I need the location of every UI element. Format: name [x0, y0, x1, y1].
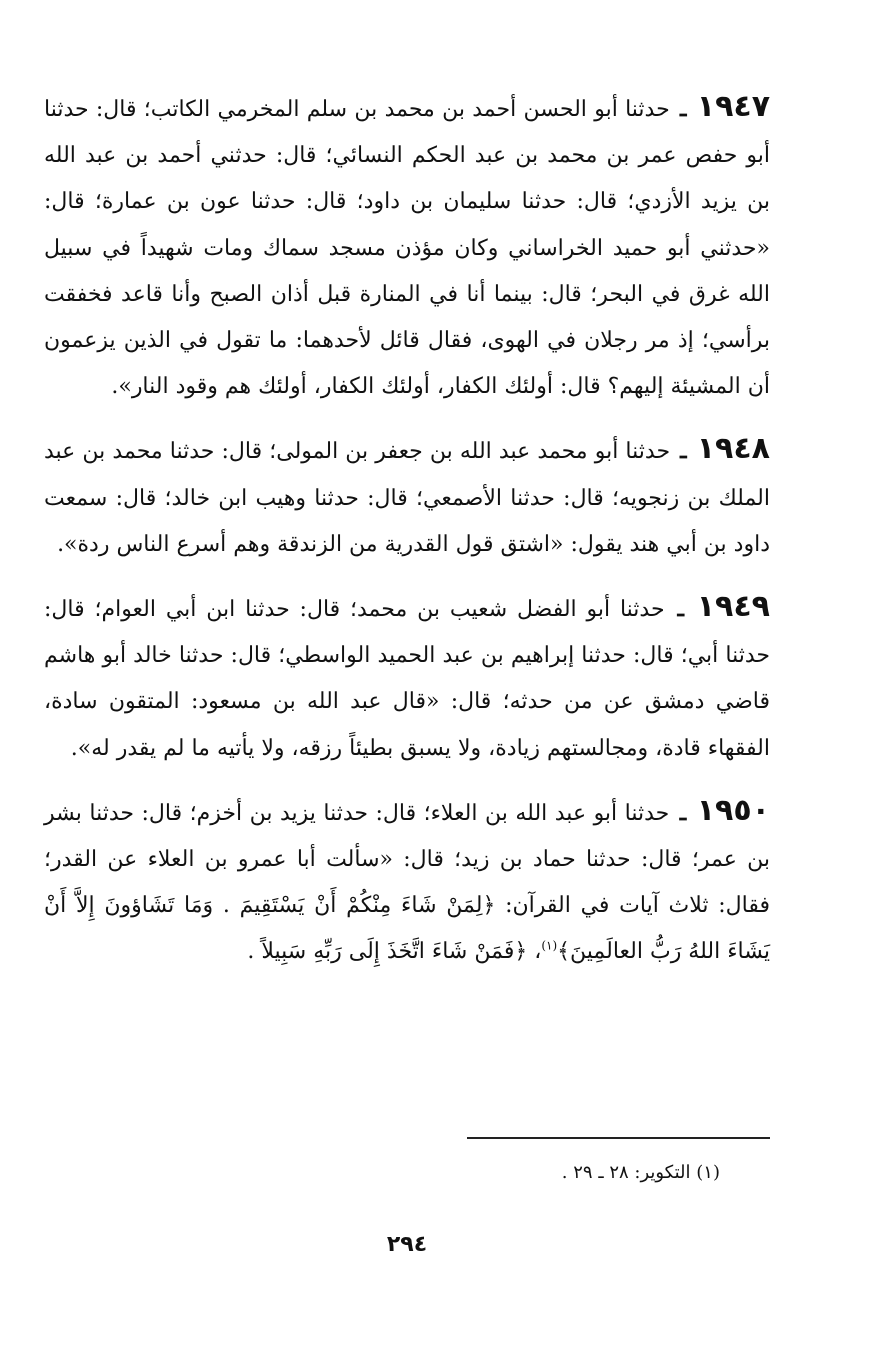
hadith-1949: [44, 584, 770, 772]
hadith-text: حدثنا أبو الفضل شعيب بن محمد؛ قال: حدثنا ابن أبي العوام؛ قال: حدثنا أبي؛ قال: حدثنا إبراهيم بن عبد الحميد الواسطي؛ قال: حدثنا خالد أبو هاشم قاضي دمشق عن من حدثه؛ قال: «قال عبد الله بن مسعود: المتقون سادة، الفقهاء قادة، ومجالستهم زيادة، ولا يسبق بطيئاً رزقه، ولا يأتيه ما لم يقدر له».: [44, 597, 770, 761]
hadith-number: ١٩٤٨: [696, 431, 770, 467]
hadith-dash: ـ: [680, 438, 687, 465]
hadith-number: ١٩٤٧: [696, 89, 771, 124]
footnote-divider: [467, 1137, 770, 1139]
footnote: (١) التكوير: ٢٨ ـ ٢٩ .: [561, 1162, 720, 1183]
hadith-text: حدثنا أبو عبد الله بن العلاء؛ قال: حدثنا يزيد بن أخزم؛ قال: حدثنا بشر بن عمر؛ قال: حدثنا حماد بن زيد؛ قال: «سألت أبا عمرو بن العلاء عن القدر؛ فقال: ثلاث آيات في القرآن: ﴿لِمَنْ شَاءَ مِنْكُمْ أَنْ يَسْتَقِيمَ . وَمَا تَشَاؤونَ إِلاَّ أَنْ يَشَاءَ اللهُ رَبُّ العالَمِينَ﴾: [44, 800, 770, 965]
book-page: [44, 84, 770, 1344]
hadith-dash: ـ: [679, 799, 687, 826]
hadith-number: ١٩٥٠: [696, 792, 770, 828]
hadith-text: حدثنا أبو محمد عبد الله بن جعفر بن المولى؛ قال: حدثنا محمد بن عبد الملك بن زنجويه؛ قال: حدثنا الأصمعي؛ قال: حدثنا وهيب ابن خالد؛ قال: سمعت داود بن أبي هند يقول: «اشتق قول القدرية من الزندقة وهم أسرع الناس ردة».: [44, 439, 770, 557]
page-number: ٢٩٤: [386, 1232, 428, 1257]
hadith-number: ١٩٤٩: [696, 589, 770, 625]
hadith-1947: [44, 84, 770, 410]
hadith-1950: [44, 788, 770, 976]
hadith-dash: ـ: [680, 96, 687, 122]
hadith-text-continued: ، ﴿فَمَنْ شَاءَ اتَّخَذَ إِلَى رَبِّهِ سَبِيلاً .: [247, 939, 542, 965]
hadith-dash: ـ: [677, 596, 684, 623]
hadith-1948: [44, 426, 770, 568]
hadith-text: حدثنا أبو الحسن أحمد بن محمد بن سلم المخرمي الكاتب؛ قال: حدثنا أبو حفص عمر بن محمد بن عبد الحكم النسائي؛ قال: حدثني أحمد بن عبد الله بن يزيد الأزدي؛ قال: حدثنا سليمان بن داود؛ قال: حدثنا عون بن عمارة؛ قال: «حدثني أبو حميد الخراساني وكان مؤذن مسجد سماك ومات شهيداً في سبيل الله غرق في البحر؛ قال: بينما أنا في المنارة قبل أذان الصبح وأنا قاعد فخفقت برأسي؛ إذ مر رجلان في الهوى، فقال قائل لأحدهما: ما تقول في الذين يزعمون أن المشيئة إليهم؟ قال: أولئك الكفار، أولئك الكفار، أولئك هم وقود النار».: [44, 97, 770, 400]
footnote-reference: (١): [541, 939, 558, 954]
